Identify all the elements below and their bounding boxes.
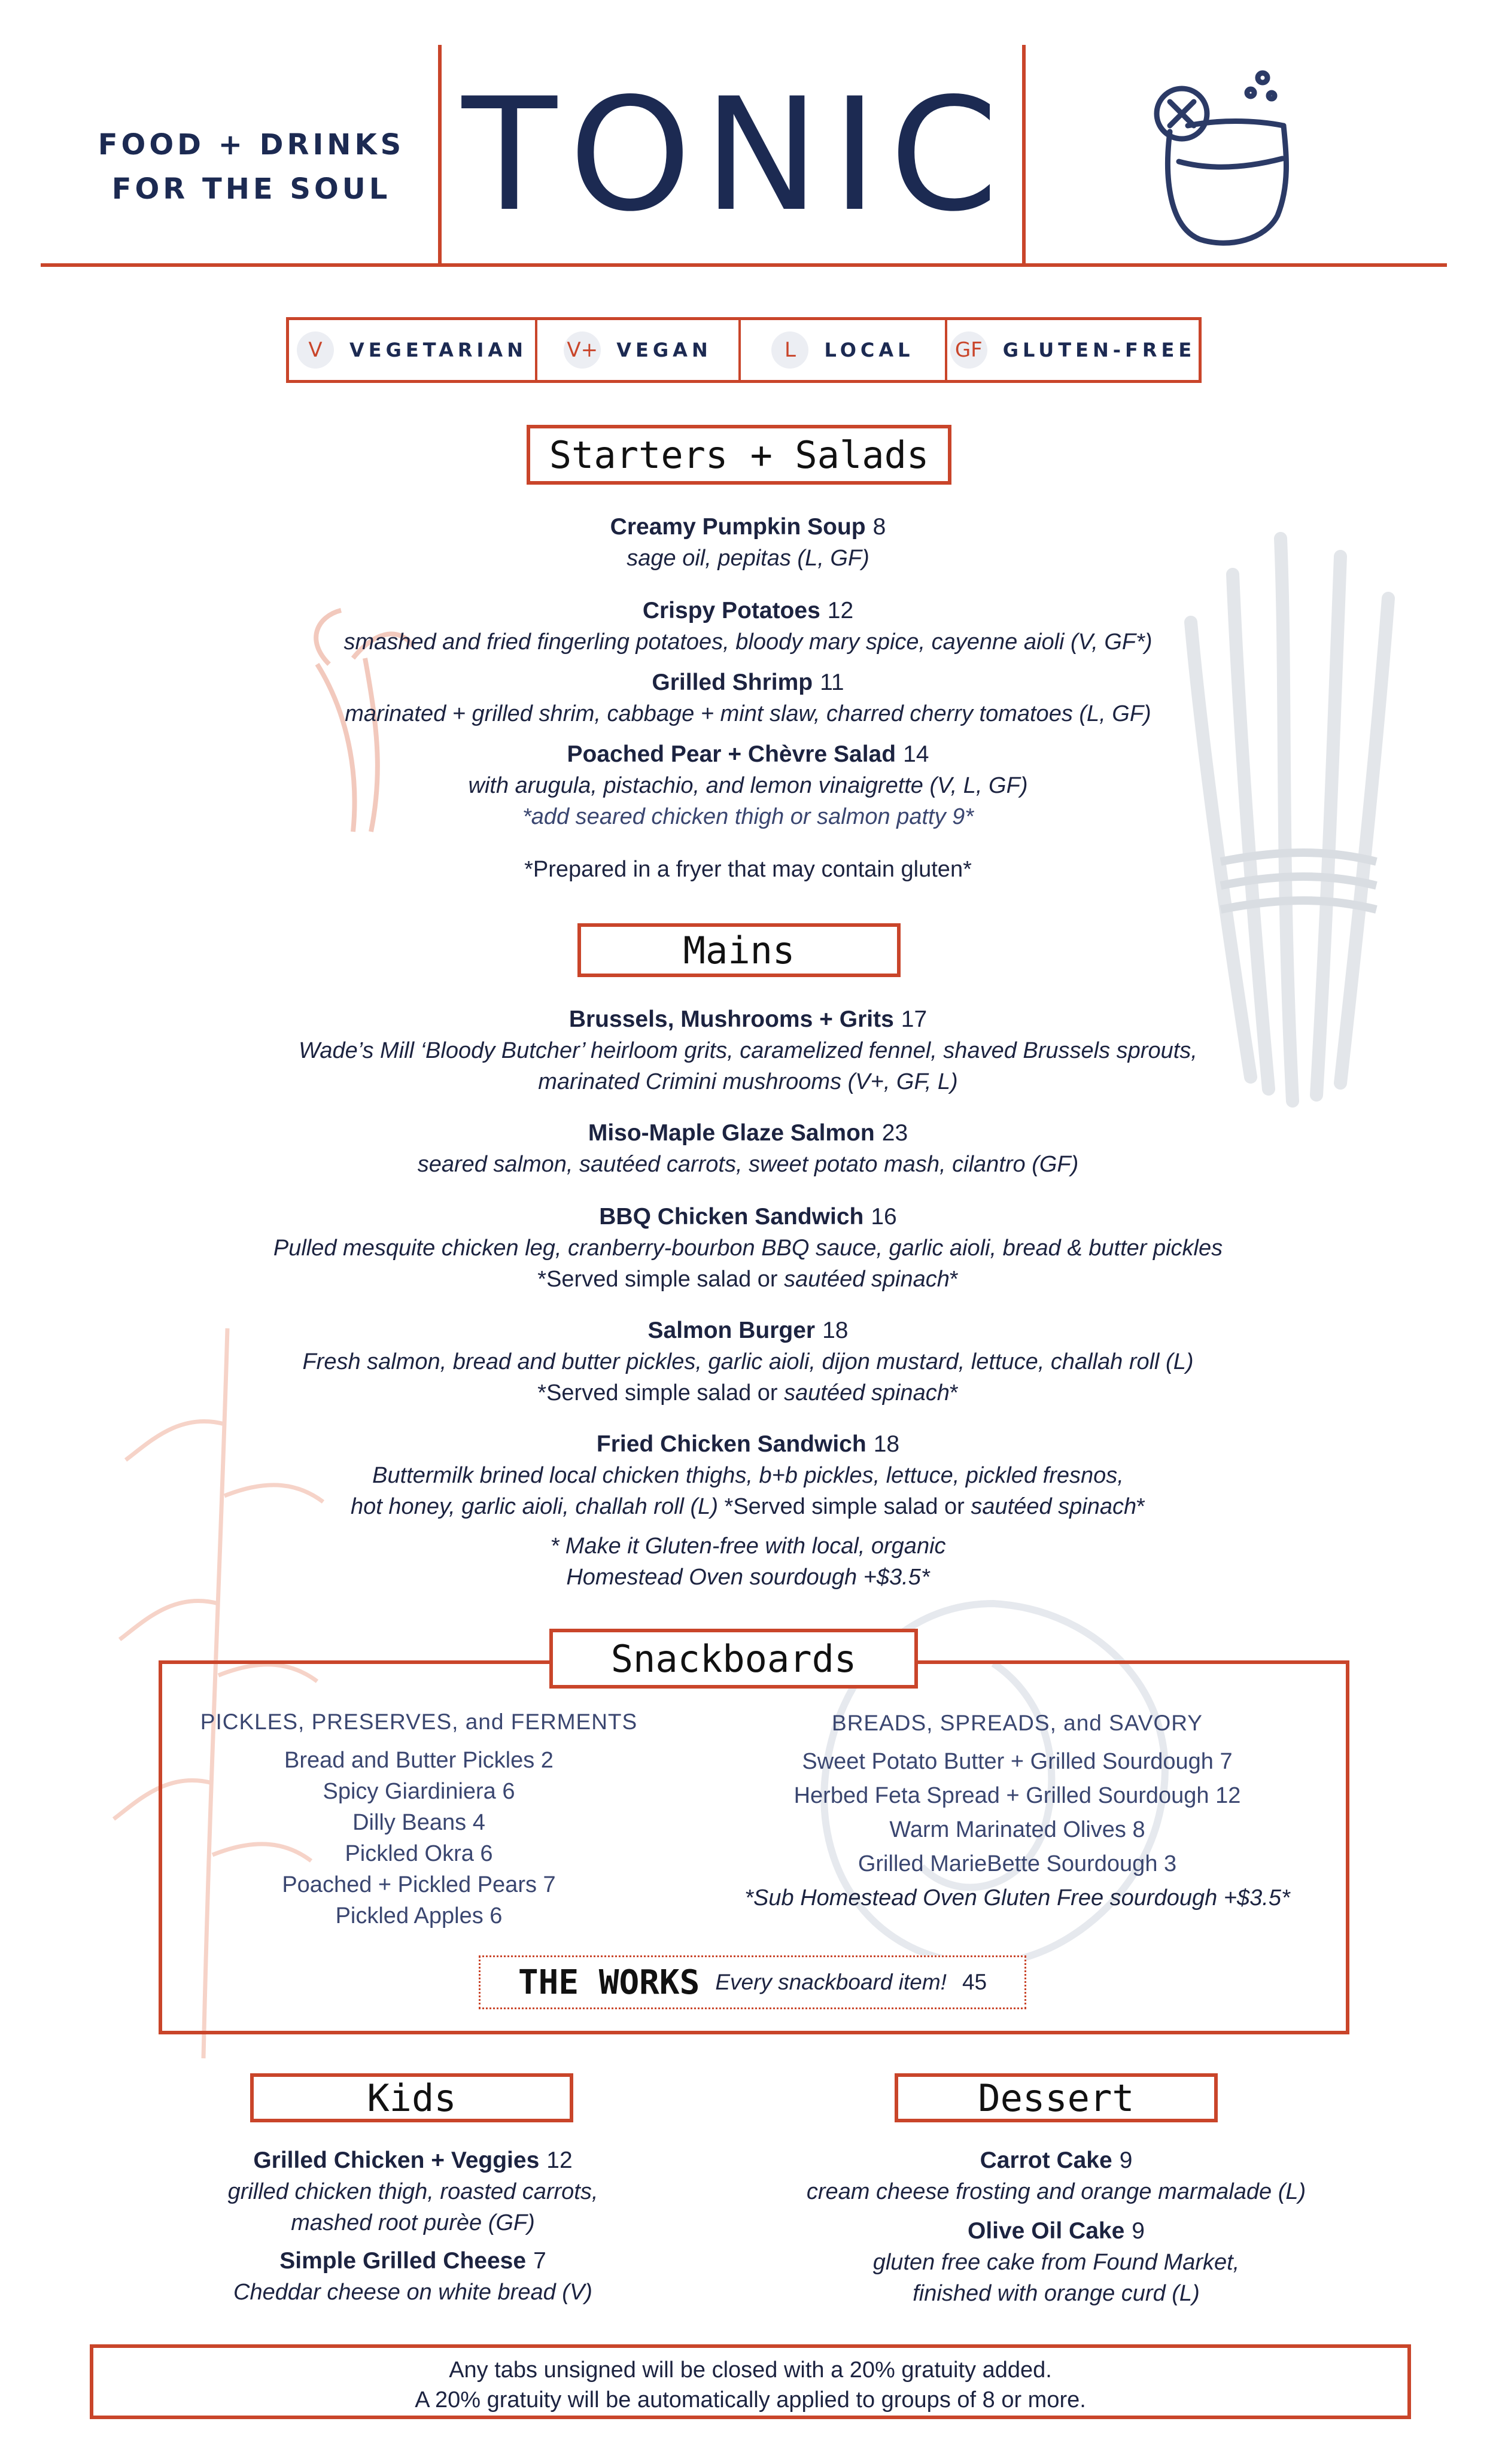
menu-item bbox=[120, 2145, 706, 2238]
side-note-end: * bbox=[949, 1380, 959, 1406]
gratuity-line2: A 20% gratuity will be automatically applied to groups of 8 or more. bbox=[415, 2387, 1086, 2413]
side-note-text: *Served simple salad or bbox=[724, 1494, 971, 1519]
item-description: gluten free cake from Found Market, bbox=[872, 2250, 1240, 2275]
side-note-end: * bbox=[1136, 1494, 1145, 1519]
menu-item bbox=[150, 1315, 1346, 1409]
side-note-end: * bbox=[949, 1267, 959, 1292]
item-price: 17 bbox=[901, 1006, 928, 1032]
item-name: Carrot Cake bbox=[980, 2147, 1112, 2173]
item-name: Olive Oil Cake bbox=[967, 2218, 1125, 2244]
side-note bbox=[150, 1264, 1346, 1295]
snack-column-right bbox=[706, 1705, 1328, 1915]
menu-item bbox=[150, 595, 1346, 658]
item-price: 12 bbox=[546, 2147, 573, 2173]
snack-item: Bread and Butter Pickles 2 bbox=[284, 1748, 554, 1773]
section-title-mains: Mains bbox=[577, 923, 901, 977]
vegan-badge: V+ bbox=[564, 331, 601, 369]
menu-item bbox=[150, 1118, 1346, 1180]
item-description: Pulled mesquite chicken leg, cranberry-bourbon BBQ sauce, garlic aioli, bread & butter pickles bbox=[273, 1236, 1223, 1261]
snack-column-heading: BREADS, SPREADS, and SAVORY bbox=[832, 1711, 1203, 1735]
fryer-note: *Prepared in a fryer that may contain gluten* bbox=[524, 857, 972, 882]
snack-item: Herbed Feta Spread + Grilled Sourdough 12 bbox=[793, 1783, 1241, 1808]
section-title-starters: Starters + Salads bbox=[527, 425, 951, 485]
gf-note-line2: Homestead Oven sourdough +$3.5* bbox=[566, 1565, 930, 1590]
item-description: marinated Crimini mushrooms (V+, GF, L) bbox=[538, 1069, 958, 1094]
dietary-legend bbox=[286, 317, 1202, 383]
snack-item: Poached + Pickled Pears 7 bbox=[282, 1872, 556, 1897]
item-price: 9 bbox=[1132, 2218, 1145, 2244]
snack-item: Pickled Apples 6 bbox=[335, 1903, 503, 1928]
legend-vegetarian bbox=[289, 320, 537, 380]
menu-item bbox=[120, 2246, 706, 2308]
side-note-em: sautéed spinach bbox=[784, 1267, 950, 1292]
the-works-title: THE WORKS bbox=[518, 1963, 700, 2002]
side-note-em: sautéed spinach bbox=[971, 1494, 1137, 1519]
item-name: Salmon Burger bbox=[647, 1318, 816, 1343]
gratuity-notice bbox=[90, 2344, 1411, 2419]
side-note bbox=[150, 1377, 1346, 1409]
item-name: Brussels, Mushrooms + Grits bbox=[568, 1006, 894, 1032]
local-badge: L bbox=[771, 331, 808, 369]
legend-vegan bbox=[537, 320, 741, 380]
item-name: Poached Pear + Chèvre Salad bbox=[567, 741, 896, 767]
item-name: Fried Chicken Sandwich bbox=[596, 1431, 866, 1457]
menu-item bbox=[150, 1429, 1346, 1522]
item-description: Fresh salmon, bread and butter pickles, garlic aioli, dijon mustard, lettuce, challah roll (L) bbox=[302, 1349, 1194, 1374]
item-addon: *add seared chicken thigh or salmon patty 9* bbox=[522, 804, 974, 829]
gluten-free-note bbox=[150, 1531, 1346, 1593]
snack-item: Sweet Potato Butter + Grilled Sourdough 7 bbox=[802, 1749, 1233, 1774]
item-name: Grilled Shrimp bbox=[652, 670, 813, 695]
item-description: cream cheese frosting and orange marmalade (L) bbox=[806, 2179, 1306, 2204]
item-description: seared salmon, sautéed carrots, sweet potato mash, cilantro (GF) bbox=[417, 1152, 1079, 1177]
gratuity-line1: Any tabs unsigned will be closed with a 20% gratuity added. bbox=[449, 2357, 1052, 2383]
item-description: marinated + grilled shrim, cabbage + mint slaw, charred cherry tomatoes (L, GF) bbox=[345, 701, 1151, 726]
item-description: hot honey, garlic aioli, challah roll (L) bbox=[351, 1494, 725, 1519]
legend-gluten-free bbox=[947, 320, 1199, 380]
vegetarian-badge: V bbox=[297, 331, 334, 369]
item-price: 16 bbox=[871, 1204, 897, 1230]
section-title-snackboards: Snackboards bbox=[549, 1629, 918, 1689]
legend-local bbox=[741, 320, 947, 380]
section-title-dessert: Dessert bbox=[895, 2073, 1218, 2122]
item-description: Wade’s Mill ‘Bloody Butcher’ heirloom grits, caramelized fennel, shaved Brussels sprouts, bbox=[299, 1038, 1197, 1063]
item-description: Buttermilk brined local chicken thighs, b+b pickles, lettuce, pickled fresnos, bbox=[372, 1463, 1124, 1488]
item-description: Cheddar cheese on white bread (V) bbox=[233, 2280, 592, 2305]
item-description: smashed and fried fingerling potatoes, bloody mary spice, cayenne aioli (V, GF*) bbox=[343, 629, 1153, 655]
snack-item: Grilled MarieBette Sourdough 3 bbox=[858, 1851, 1177, 1876]
item-price: 8 bbox=[872, 514, 886, 540]
menu-item bbox=[760, 2216, 1352, 2309]
gf-sourdough-note: *Sub Homestead Oven Gluten Free sourdough +$3.5* bbox=[744, 1885, 1290, 1911]
menu-item bbox=[150, 1004, 1346, 1097]
section-title-kids: Kids bbox=[250, 2073, 573, 2122]
side-note-em: sautéed spinach bbox=[784, 1380, 950, 1406]
legend-label: VEGETARIAN bbox=[349, 339, 527, 361]
item-price: 18 bbox=[822, 1318, 849, 1343]
menu-item bbox=[150, 667, 1346, 729]
item-description: grilled chicken thigh, roasted carrots, bbox=[227, 2179, 598, 2204]
item-price: 12 bbox=[827, 598, 854, 623]
menu-item bbox=[760, 2145, 1352, 2207]
item-price: 18 bbox=[873, 1431, 900, 1457]
snack-item: Dilly Beans 4 bbox=[352, 1810, 485, 1835]
the-works-price: 45 bbox=[962, 1970, 987, 1994]
item-description: mashed root purèe (GF) bbox=[291, 2210, 535, 2235]
header-rule bbox=[41, 263, 1447, 267]
menu-item bbox=[150, 1201, 1346, 1295]
item-name: BBQ Chicken Sandwich bbox=[599, 1204, 864, 1230]
item-price: 9 bbox=[1119, 2147, 1133, 2173]
item-name: Crispy Potatoes bbox=[642, 598, 820, 623]
legend-label: VEGAN bbox=[616, 339, 712, 361]
item-price: 11 bbox=[820, 670, 844, 695]
item-description: with arugula, pistachio, and lemon vinaigrette (V, L, GF) bbox=[468, 773, 1028, 798]
menu-item bbox=[150, 512, 1346, 574]
item-description: finished with orange curd (L) bbox=[913, 2281, 1200, 2306]
item-price: 7 bbox=[533, 2248, 546, 2274]
side-note-text: *Served simple salad or bbox=[537, 1380, 785, 1406]
item-name: Simple Grilled Cheese bbox=[279, 2248, 527, 2274]
item-price: 14 bbox=[903, 741, 929, 767]
item-price: 23 bbox=[881, 1120, 908, 1146]
snack-item: Spicy Giardiniera 6 bbox=[323, 1779, 515, 1804]
brand-title: TONIC bbox=[461, 65, 1011, 246]
cocktail-glass-icon bbox=[1146, 60, 1302, 251]
gluten-free-badge: GF bbox=[950, 331, 987, 369]
snack-column-left bbox=[180, 1704, 658, 1931]
the-works-description: Every snackboard item! bbox=[715, 1970, 947, 1994]
item-description: sage oil, pepitas (L, GF) bbox=[627, 546, 869, 571]
the-works-callout bbox=[479, 1955, 1026, 2009]
tagline bbox=[90, 123, 413, 211]
header-divider-left bbox=[438, 45, 442, 265]
item-name: Miso-Maple Glaze Salmon bbox=[588, 1120, 875, 1146]
snack-item: Warm Marinated Olives 8 bbox=[889, 1817, 1145, 1842]
tagline-line1: FOOD + DRINKS bbox=[98, 128, 405, 162]
side-note-text: *Served simple salad or bbox=[537, 1267, 785, 1292]
tagline-line2: FOR THE SOUL bbox=[111, 172, 391, 206]
header-divider-right bbox=[1022, 45, 1026, 265]
item-name: Creamy Pumpkin Soup bbox=[610, 514, 866, 540]
legend-label: LOCAL bbox=[824, 339, 914, 361]
gf-note-line1: * Make it Gluten-free with local, organic bbox=[550, 1534, 946, 1559]
snack-item: Pickled Okra 6 bbox=[345, 1841, 493, 1866]
snack-column-heading: PICKLES, PRESERVES, and FERMENTS bbox=[200, 1709, 638, 1734]
legend-label: GLUTEN-FREE bbox=[1002, 339, 1196, 361]
item-name: Grilled Chicken + Veggies bbox=[253, 2147, 540, 2173]
menu-item bbox=[150, 739, 1346, 832]
